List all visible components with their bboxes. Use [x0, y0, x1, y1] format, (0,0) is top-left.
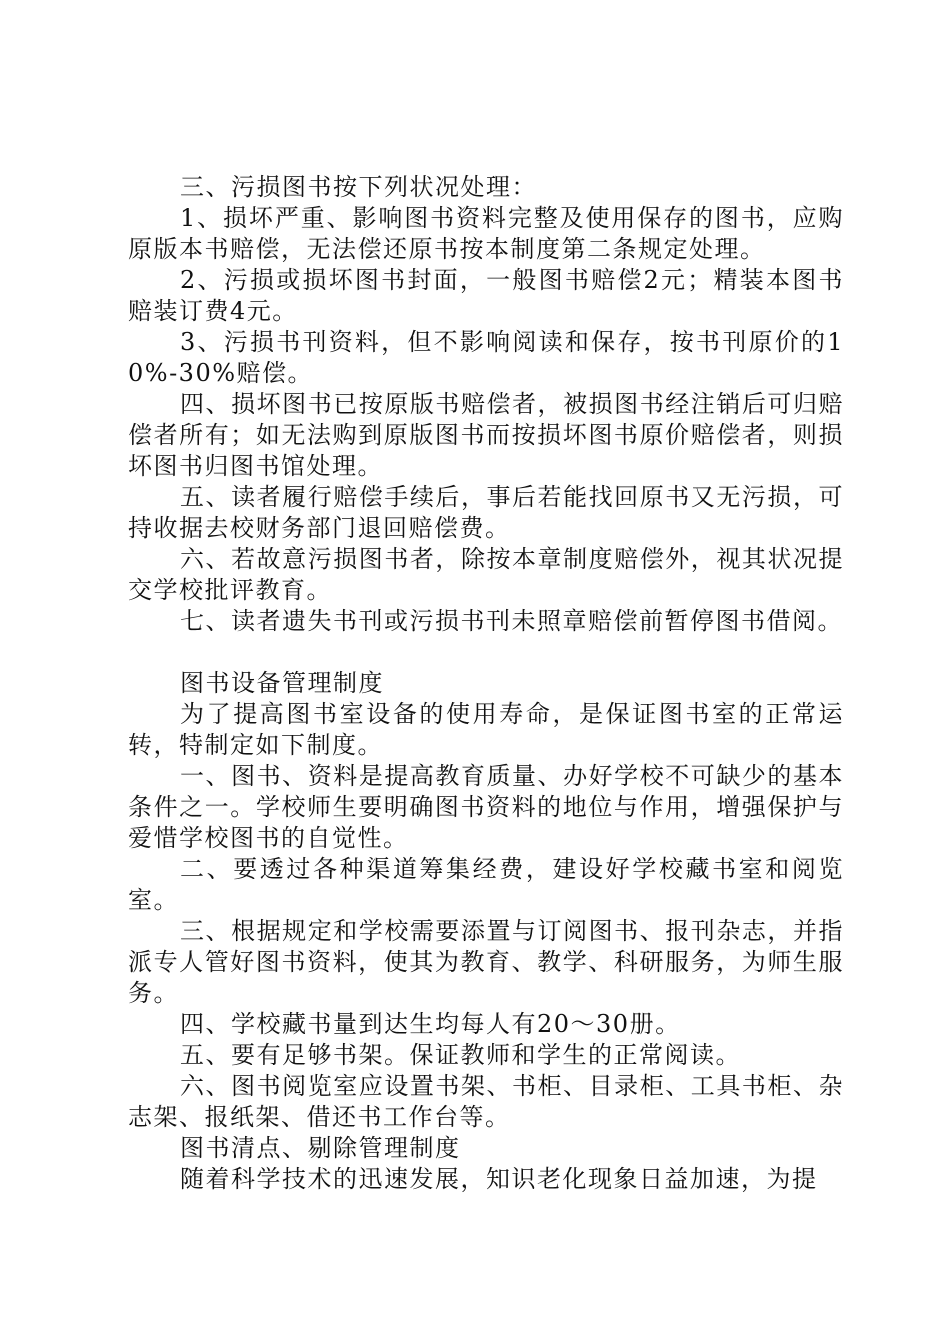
equipment-clause-1: 一、图书、资料是提高教育质量、办好学校不可缺少的基本条件之一。学校师生要明确图书资料的地位与作用，增强保护与爱惜学校图书的自觉性。 [128, 762, 844, 852]
equipment-clause-5: 五、要有足够书架。保证教师和学生的正常阅读。 [180, 1041, 741, 1069]
damage-clause-5: 五、读者履行赔偿手续后，事后若能找回原书又无污损，可持收据去校财务部门退回赔偿费。 [128, 483, 844, 542]
equipment-intro: 为了提高图书室设备的使用寿命，是保证图书室的正常运转，特制定如下制度。 [128, 700, 844, 759]
section-inventory-title: 图书清点、剔除管理制度 [180, 1134, 461, 1162]
section-damage-title: 三、污损图书按下列状况处理： [180, 173, 537, 201]
damage-item-3: 3、污损书刊资料，但不影响阅读和保存，按书刊原价的10%-30%赔偿。 [128, 328, 844, 387]
document-body [128, 172, 844, 1195]
damage-item-1: 1、损坏严重、影响图书资料完整及使用保存的图书，应购原版本书赔偿，无法偿还原书按本制度第二条规定处理。 [128, 204, 844, 263]
inventory-intro: 随着科学技术的迅速发展，知识老化现象日益加速，为提 [180, 1165, 818, 1193]
equipment-clause-2: 二、要透过各种渠道筹集经费，建设好学校藏书室和阅览室。 [128, 855, 844, 914]
section-equipment-title: 图书设备管理制度 [180, 669, 384, 697]
equipment-clause-4: 四、学校藏书量到达生均每人有20～30册。 [180, 1010, 681, 1038]
damage-clause-6: 六、若故意污损图书者，除按本章制度赔偿外，视其状况提交学校批评教育。 [128, 545, 844, 604]
damage-clause-4: 四、损坏图书已按原版书赔偿者，被损图书经注销后可归赔偿者所有；如无法购到原版图书而按损坏图书原价赔偿者，则损坏图书归图书馆处理。 [128, 390, 844, 480]
damage-item-2: 2、污损或损坏图书封面，一般图书赔偿2元；精装本图书赔装订费4元。 [128, 266, 844, 325]
equipment-clause-3: 三、根据规定和学校需要添置与订阅图书、报刊杂志，并指派专人管好图书资料，使其为教育、教学、科研服务，为师生服务。 [128, 917, 844, 1007]
equipment-clause-6: 六、图书阅览室应设置书架、书柜、目录柜、工具书柜、杂志架、报纸架、借还书工作台等。 [128, 1072, 844, 1131]
section-spacer [128, 637, 844, 668]
damage-clause-7: 七、读者遗失书刊或污损书刊未照章赔偿前暂停图书借阅。 [180, 607, 843, 635]
